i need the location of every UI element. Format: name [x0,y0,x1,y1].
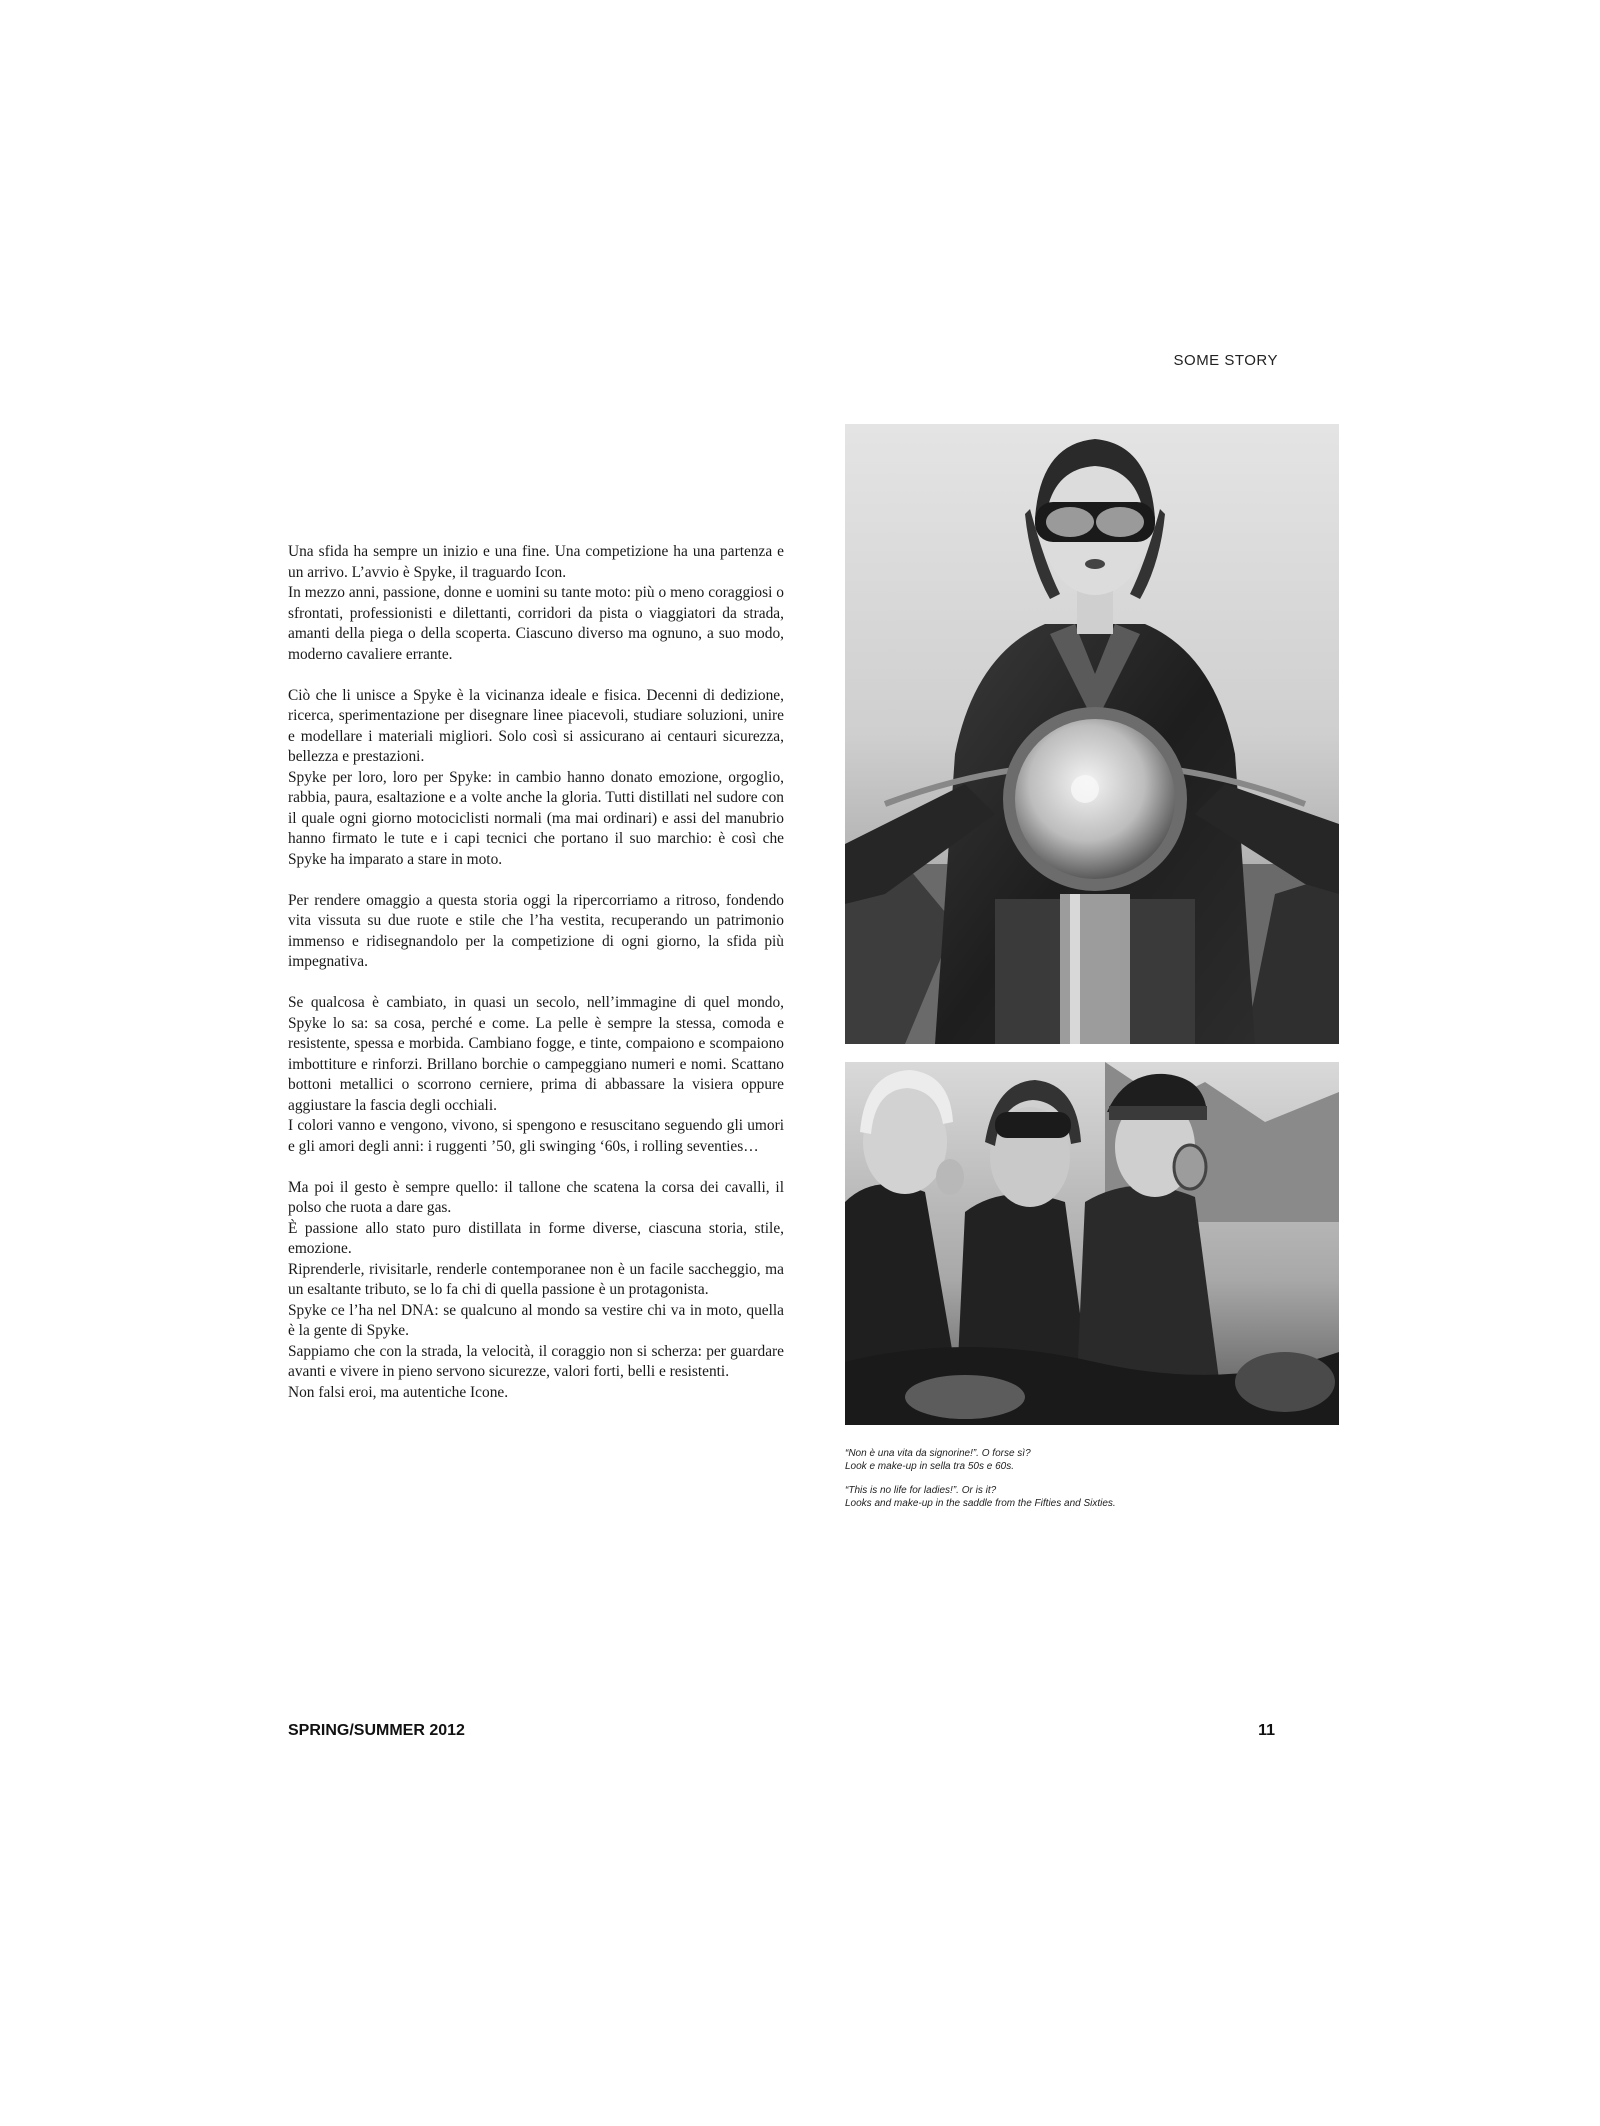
text-line: Ma poi il gesto è sempre quello: il tallone che scatena la corsa dei cavalli, il polso che ruota a dare gas. [288,1178,784,1216]
text-line: I colori vanno e vengono, vivono, si spengono e resuscitano seguendo gli umori e gli amori degli anni: i ruggenti ’50, gli swinging ‘60s, i rolling seventies… [288,1117,784,1155]
text-line: È passione allo stato puro distillata in forme diverse, ciascuna storia, stile, emozione. [288,1219,784,1257]
page-number: 11 [1258,1722,1275,1739]
section-label: SOME STORY [1173,352,1278,369]
text-line: Riprenderle, rivisitarle, renderle contemporanee non è un facile saccheggio, ma un esaltante tributo, se lo fa chi di quella passione è un protagonista. [288,1260,784,1298]
caption-line: “Non è una vita da signorine!”. O forse sì? [845,1448,1031,1459]
paragraph [288,993,784,1157]
article-body [288,542,784,1424]
paragraph [288,891,784,973]
text-line: Sappiamo che con la strada, la velocità, il coraggio non si scherza: per guardare avanti e vivere in pieno servono sicurezze, valori forti, belli e resistenti. [288,1342,784,1380]
text-line: Ciò che li unisce a Spyke è la vicinanza ideale e fisica. Decenni di dedizione, ricerca, sperimentazione per disegnare linee piacevoli, studiare soluzioni, unire e modellare i materiali migliori. Solo così si assicurano ai centauri sicurezza, bellezza e prestazioni. [288,686,784,765]
photo-caption [845,1448,1339,1522]
text-line: Spyke ce l’ha nel DNA: se qualcuno al mondo sa vestire chi va in moto, quella è la gente di Spyke. [288,1301,784,1339]
text-line: Per rendere omaggio a questa storia oggi la ripercorriamo a ritroso, fondendo vita vissuta su due ruote e stile che l’ha vestita, recuperando un patrimonio immenso e ridisegnandolo per la competizione di ogni giorno, la sfida più impegnativa. [288,891,784,970]
text-line: Spyke per loro, loro per Spyke: in cambio hanno donato emozione, orgoglio, rabbia, paura, esaltazione e a volte anche la gloria. Tutti distillati nel sudore con il quale ogni giorno motociclisti normali (ma mai ordinari) e assi del manubrio hanno firmato le tute e i capi tecnici che portano il suo marchio: è così che Spyke ha imparato a stare in moto. [288,768,784,868]
paragraph [288,1178,784,1404]
caption-english [845,1485,1339,1510]
photo-women-makeup [845,1062,1339,1425]
paragraph [288,542,784,665]
caption-line: Looks and make-up in the saddle from the Fifties and Sixties. [845,1497,1116,1509]
text-line: Non falsi eroi, ma autentiche Icone. [288,1383,509,1401]
caption-line: Look e make-up in sella tra 50s e 60s. [845,1460,1014,1472]
photo-rider-with-goggles [845,424,1339,1044]
text-line: In mezzo anni, passione, donne e uomini su tante moto: più o meno coraggiosi o sfrontati, professionisti e dilettanti, corridori da pista o viaggiatori da strada, amanti della piega o della scoperta. Ciascuno diverso ma ognuno, a suo modo, moderno cavaliere errante. [288,584,784,663]
caption-italian [845,1448,1339,1473]
text-line: Se qualcosa è cambiato, in quasi un secolo, nell’immagine di quel mondo, Spyke lo sa: sa cosa, perché e come. La pelle è sempre la stessa, comoda e resistente, spessa e morbida. Cambiano fogge, e tinte, compaiono e scompaiono imbottiture e rinforzi. Brillano borchie o campeggiano numeri e nomi. Scattano bottoni metallici o scorrono cerniere, prima di abbassare la visiera oppure aggiustare la fascia degli occhiali. [288,994,784,1114]
paragraph [288,686,784,871]
footer-issue: SPRING/SUMMER 2012 [288,1722,465,1739]
caption-line: “This is no life for ladies!”. Or is it? [845,1485,997,1496]
text-line: Una sfida ha sempre un inizio e una fine. Una competizione ha una partenza e un arrivo. L’avvio è Spyke, il traguardo Icon. [288,543,784,581]
